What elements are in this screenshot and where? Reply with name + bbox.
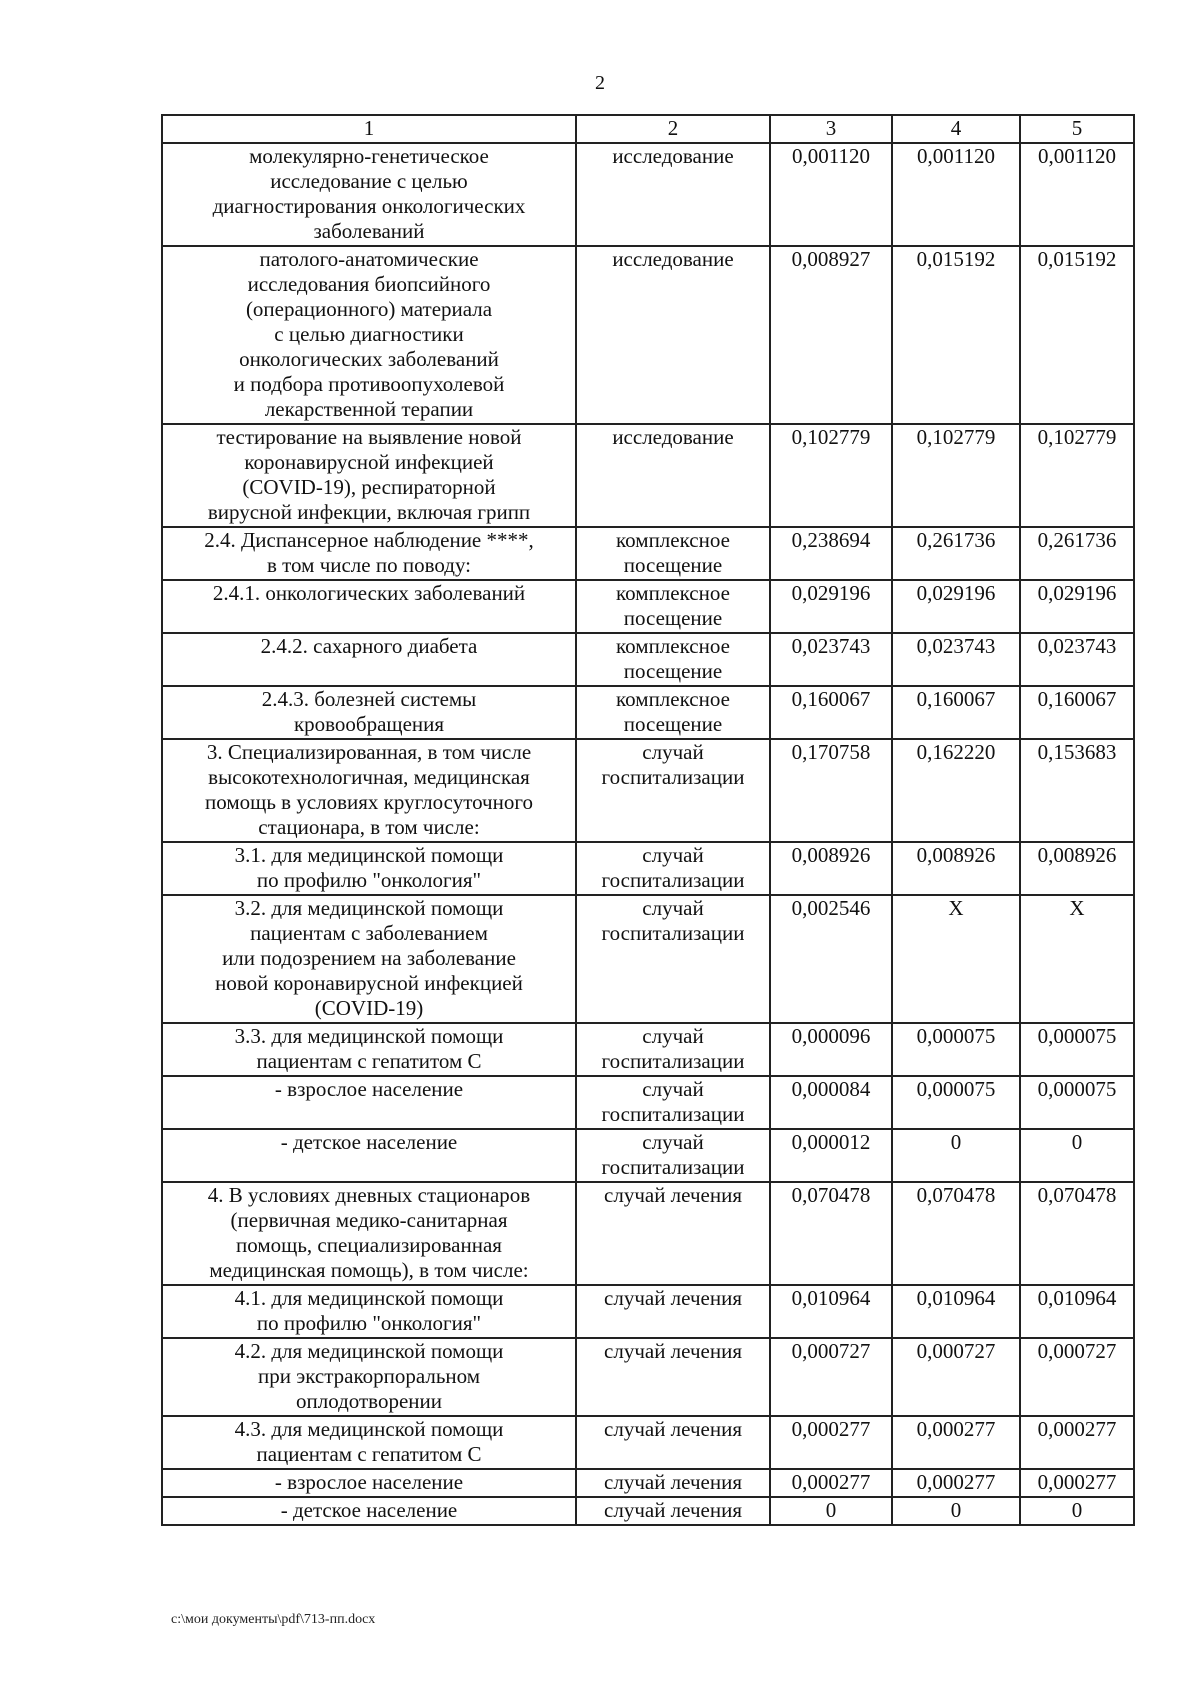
value-cell-v5: 0,160067 [1020,686,1134,739]
unit-cell [576,527,770,580]
indicator-name-line: 2.4.1. онкологических заболеваний [212,581,526,605]
indicator-name-line: лекарственной терапии [264,397,474,421]
unit-line: посещение [623,712,723,736]
indicator-name-cell [162,739,576,842]
unit-cell [576,1129,770,1182]
indicator-name-cell [162,1416,576,1469]
value-cell-v3: 0,070478 [770,1182,892,1285]
page-number: 2 [595,72,605,94]
table-row [162,143,1134,246]
unit-cell [576,1416,770,1469]
value-cell-v5: 0,000277 [1020,1469,1134,1497]
indicator-name-line: патолого-анатомические [259,247,479,271]
indicator-name-line: 3.1. для медицинской помощи [234,843,504,867]
table-row [162,1338,1134,1416]
unit-cell [576,1023,770,1076]
indicator-name-line: в том числе по поводу: [266,553,471,577]
table-row [162,246,1134,424]
indicator-name-line: (первичная медико-санитарная [230,1208,508,1232]
data-table [161,114,1135,1526]
unit-line: комплексное [616,634,730,658]
table-row [162,1129,1134,1182]
unit-line: комплексное [616,581,730,605]
value-cell-v5: 0,000075 [1020,1023,1134,1076]
value-cell-v4: 0,000727 [892,1338,1020,1416]
indicator-name-cell [162,580,576,633]
indicator-name-line: медицинская помощь), в том числе: [209,1258,529,1282]
value-cell-v3: 0,029196 [770,580,892,633]
value-cell-v3: 0,000277 [770,1416,892,1469]
value-cell-v5: 0 [1020,1497,1134,1525]
value-cell-v4: 0,029196 [892,580,1020,633]
unit-cell [576,739,770,842]
unit-cell [576,580,770,633]
unit-line: госпитализации [601,765,745,789]
table-row [162,1023,1134,1076]
value-cell-v5: 0,070478 [1020,1182,1134,1285]
value-cell-v3: 0,000096 [770,1023,892,1076]
value-cell-v4: 0,023743 [892,633,1020,686]
indicator-name-line: новой коронавирусной инфекцией [215,971,523,995]
unit-cell [576,1338,770,1416]
indicator-name-line: - взрослое население [274,1470,464,1494]
unit-line: случай лечения [604,1498,742,1522]
unit-line: комплексное [616,528,730,552]
value-cell-v3: 0,010964 [770,1285,892,1338]
value-cell-v4: 0,001120 [892,143,1020,246]
table-row [162,527,1134,580]
value-cell-v3: 0,000012 [770,1129,892,1182]
value-cell-v5: 0,261736 [1020,527,1134,580]
unit-line: случай лечения [604,1470,742,1494]
column-header-1: 1 [162,115,576,143]
value-cell-v4: 0,010964 [892,1285,1020,1338]
unit-line: случай [642,1077,704,1101]
indicator-name-cell [162,527,576,580]
unit-line: случай лечения [604,1417,742,1441]
indicator-name-cell [162,1129,576,1182]
unit-cell [576,633,770,686]
value-cell-v5: 0 [1020,1129,1134,1182]
table-row [162,1469,1134,1497]
indicator-name-cell [162,1338,576,1416]
indicator-name-line: кровообращения [293,712,445,736]
indicator-name-line: 4. В условиях дневных стационаров [207,1183,531,1207]
header-row [162,115,1134,143]
unit-cell [576,1497,770,1525]
unit-line: случай [642,896,704,920]
value-cell-v4: 0,160067 [892,686,1020,739]
unit-line: комплексное [616,687,730,711]
unit-line: исследование [612,144,734,168]
value-cell-v5: 0,015192 [1020,246,1134,424]
value-cell-v4: 0,000075 [892,1076,1020,1129]
value-cell-v4: X [892,895,1020,1023]
indicator-name-line: помощь в условиях круглосуточного [205,790,533,814]
indicator-name-line: исследование с целью [270,169,468,193]
indicator-name-line: 2.4.3. болезней системы [261,687,477,711]
value-cell-v5: 0,153683 [1020,739,1134,842]
unit-line: случай [642,1130,704,1154]
column-header-4: 4 [892,115,1020,143]
unit-cell [576,1285,770,1338]
unit-line: случай [642,740,704,764]
indicator-name-cell [162,1497,576,1525]
indicator-name-cell [162,424,576,527]
indicator-name-line: (COVID-19), респираторной [242,475,496,499]
indicator-name-line: онкологических заболеваний [239,347,499,371]
indicator-name-cell [162,143,576,246]
indicator-name-line: - детское население [280,1130,458,1154]
indicator-name-line: 3.2. для медицинской помощи [234,896,504,920]
table-row [162,1497,1134,1525]
unit-line: случай [642,843,704,867]
unit-line: госпитализации [601,921,745,945]
indicator-name-line: или подозрением на заболевание [222,946,516,970]
indicator-name-line: (COVID-19) [314,996,424,1020]
indicator-name-line: - детское население [280,1498,458,1522]
indicator-name-cell [162,1285,576,1338]
indicator-name-cell [162,895,576,1023]
unit-cell [576,1469,770,1497]
unit-line: случай лечения [604,1339,742,1363]
value-cell-v4: 0,000277 [892,1469,1020,1497]
value-cell-v3: 0,102779 [770,424,892,527]
value-cell-v3: 0,001120 [770,143,892,246]
value-cell-v3: 0,002546 [770,895,892,1023]
table-row [162,580,1134,633]
unit-cell [576,1076,770,1129]
value-cell-v4: 0,008926 [892,842,1020,895]
value-cell-v4: 0,102779 [892,424,1020,527]
column-header-5: 5 [1020,115,1134,143]
value-cell-v4: 0 [892,1129,1020,1182]
table-row [162,842,1134,895]
value-cell-v5: 0,000727 [1020,1338,1134,1416]
value-cell-v4: 0,000075 [892,1023,1020,1076]
indicator-name-line: (операционного) материала [245,297,493,321]
value-cell-v4: 0,000277 [892,1416,1020,1469]
file-path-footer: c:\мои документы\pdf\713-пп.docx [171,1612,376,1627]
indicator-name-line: диагностирования онкологических [212,194,526,218]
value-cell-v4: 0,261736 [892,527,1020,580]
value-cell-v5: 0,008926 [1020,842,1134,895]
indicator-name-line: 4.2. для медицинской помощи [234,1339,504,1363]
value-cell-v3: 0,170758 [770,739,892,842]
value-cell-v5: 0,102779 [1020,424,1134,527]
indicator-name-line: высокотехнологичная, медицинская [208,765,530,789]
indicator-name-cell [162,1023,576,1076]
indicator-name-line: коронавирусной инфекцией [244,450,494,474]
value-cell-v5: 0,000277 [1020,1416,1134,1469]
indicator-name-line: 3. Специализированная, в том числе [206,740,532,764]
indicator-name-line: молекулярно-генетическое [249,144,489,168]
value-cell-v3: 0,000727 [770,1338,892,1416]
value-cell-v5: 0,029196 [1020,580,1134,633]
indicator-name-cell [162,1076,576,1129]
table-body [162,143,1134,1525]
value-cell-v3: 0,008927 [770,246,892,424]
table-row [162,686,1134,739]
table-row [162,1416,1134,1469]
indicator-name-cell [162,246,576,424]
table-row [162,895,1134,1023]
unit-line: посещение [623,553,723,577]
table-row [162,739,1134,842]
indicator-name-line: вирусной инфекции, включая грипп [207,500,531,524]
indicator-name-cell [162,633,576,686]
table-row [162,1285,1134,1338]
indicator-name-line: по профилю "онкология" [256,868,482,892]
indicator-name-line: стационара, в том числе: [258,815,480,839]
indicator-name-cell [162,842,576,895]
value-cell-v5: 0,023743 [1020,633,1134,686]
unit-line: случай [642,1024,704,1048]
indicator-name-line: и подбора противоопухолевой [233,372,505,396]
indicator-name-line: пациентам с заболеванием [250,921,488,945]
indicator-name-cell [162,686,576,739]
value-cell-v5: X [1020,895,1134,1023]
indicator-name-line: помощь, специализированная [236,1233,502,1257]
unit-cell [576,842,770,895]
value-cell-v3: 0,008926 [770,842,892,895]
unit-cell [576,246,770,424]
unit-cell [576,895,770,1023]
value-cell-v4: 0 [892,1497,1020,1525]
value-cell-v3: 0,023743 [770,633,892,686]
value-cell-v5: 0,010964 [1020,1285,1134,1338]
indicator-name-line: пациентам с гепатитом С [256,1442,482,1466]
unit-line: посещение [623,659,723,683]
indicator-name-line: 2.4.2. сахарного диабета [260,634,478,658]
indicator-name-line: оплодотворении [295,1389,442,1413]
unit-line: госпитализации [601,868,745,892]
unit-cell [576,686,770,739]
indicator-name-line: при экстракорпоральном [257,1364,481,1388]
unit-cell [576,1182,770,1285]
indicator-name-line: заболеваний [313,219,425,243]
column-header-2: 2 [576,115,770,143]
table-row [162,424,1134,527]
indicator-name-line: с целью диагностики [274,322,464,346]
indicator-name-line: пациентам с гепатитом С [256,1049,482,1073]
value-cell-v3: 0 [770,1497,892,1525]
unit-line: посещение [623,606,723,630]
indicator-name-cell [162,1469,576,1497]
unit-line: случай лечения [604,1183,742,1207]
indicator-name-line: 4.3. для медицинской помощи [234,1417,504,1441]
unit-cell [576,143,770,246]
indicator-name-line: 4.1. для медицинской помощи [234,1286,504,1310]
column-header-3: 3 [770,115,892,143]
value-cell-v4: 0,015192 [892,246,1020,424]
indicator-name-line: тестирование на выявление новой [216,425,522,449]
unit-line: госпитализации [601,1155,745,1179]
indicator-name-line: - взрослое население [274,1077,464,1101]
indicator-name-line: по профилю "онкология" [256,1311,482,1335]
value-cell-v4: 0,070478 [892,1182,1020,1285]
value-cell-v5: 0,000075 [1020,1076,1134,1129]
unit-cell [576,424,770,527]
indicator-name-line: 2.4. Диспансерное наблюдение ****, [204,528,534,552]
unit-line: госпитализации [601,1049,745,1073]
table-row [162,1182,1134,1285]
value-cell-v4: 0,162220 [892,739,1020,842]
value-cell-v3: 0,160067 [770,686,892,739]
value-cell-v3: 0,000277 [770,1469,892,1497]
unit-line: исследование [612,425,734,449]
unit-line: случай лечения [604,1286,742,1310]
value-cell-v3: 0,238694 [770,527,892,580]
unit-line: исследование [612,247,734,271]
value-cell-v3: 0,000084 [770,1076,892,1129]
table-row [162,633,1134,686]
indicator-name-cell [162,1182,576,1285]
value-cell-v5: 0,001120 [1020,143,1134,246]
indicator-name-line: исследования биопсийного [247,272,491,296]
table-row [162,1076,1134,1129]
indicator-name-line: 3.3. для медицинской помощи [234,1024,504,1048]
unit-line: госпитализации [601,1102,745,1126]
